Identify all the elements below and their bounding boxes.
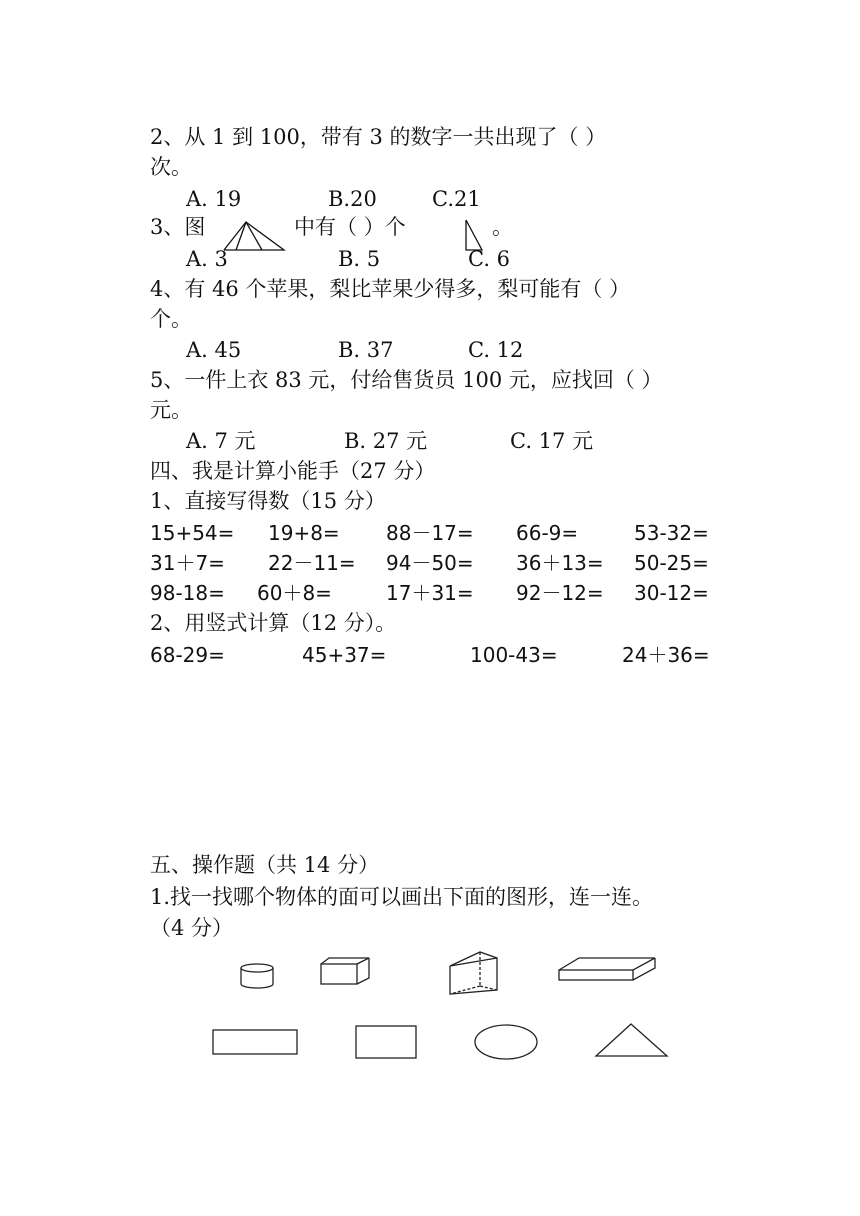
calc-r1-c2: 19+8= bbox=[268, 521, 340, 545]
shapes-figure bbox=[205, 948, 675, 1064]
calc-r3-c5: 30-12= bbox=[634, 581, 709, 605]
calc-r3-c4: 92－12= bbox=[516, 581, 604, 605]
flat-box-icon bbox=[559, 958, 655, 980]
section4-sub2: 2、用竖式计算（12 分）。 bbox=[150, 611, 397, 635]
calc-r2-c1: 31＋7= bbox=[150, 551, 225, 575]
q3-suffix: 。 bbox=[492, 215, 513, 239]
calc-r2-c2: 22－11= bbox=[268, 551, 356, 575]
section5-title: 五、操作题（共 14 分） bbox=[150, 853, 380, 877]
calc-r1-c4: 66-9= bbox=[516, 521, 579, 545]
q2-option-b: B.20 bbox=[328, 187, 377, 211]
calc-r1-c3: 88－17= bbox=[386, 521, 474, 545]
q5-line1: 5、一件上衣 83 元，付给售货员 100 元，应找回（ ） bbox=[150, 368, 663, 392]
q3-middle: 中有（ ）个 bbox=[294, 215, 406, 239]
q2-line2: 次。 bbox=[150, 155, 192, 179]
q3-option-c: C. 6 bbox=[468, 247, 511, 271]
q2-option-a: A. 19 bbox=[186, 187, 242, 211]
section5-q1-line1: 1.找一找哪个物体的面可以画出下面的图形，连一连。 bbox=[150, 885, 654, 909]
q4-line2: 个。 bbox=[150, 307, 192, 331]
q2-line1: 2、从 1 到 100，带有 3 的数字一共出现了（ ） bbox=[150, 125, 607, 149]
triangle-shape-icon bbox=[596, 1024, 667, 1056]
rectangle-shape-icon bbox=[213, 1030, 297, 1054]
triangle-figure-icon bbox=[222, 218, 286, 252]
q4-option-a: A. 45 bbox=[186, 338, 242, 362]
q5-line2: 元。 bbox=[150, 398, 192, 422]
calc-r3-c2: 60＋8= bbox=[257, 581, 332, 605]
triangular-prism-icon bbox=[450, 952, 497, 994]
cube-icon bbox=[321, 958, 369, 984]
vertical-calc-1: 68-29= bbox=[150, 643, 225, 667]
calc-r3-c3: 17＋31= bbox=[386, 581, 474, 605]
circle-shape-icon bbox=[475, 1025, 537, 1059]
q4-line1: 4、有 46 个苹果，梨比苹果少得多，梨可能有（ ） bbox=[150, 277, 631, 301]
calc-r3-c1: 98-18= bbox=[150, 581, 225, 605]
vertical-calc-4: 24＋36= bbox=[622, 643, 710, 667]
q2-option-c: C.21 bbox=[432, 187, 481, 211]
section5-q1-line2: （4 分） bbox=[150, 916, 234, 940]
vertical-calc-3: 100-43= bbox=[470, 643, 558, 667]
cylinder-icon bbox=[241, 964, 273, 988]
square-shape-icon bbox=[356, 1026, 416, 1058]
section4-title: 四、我是计算小能手（27 分） bbox=[150, 459, 436, 483]
calc-r2-c5: 50-25= bbox=[634, 551, 709, 575]
q4-option-c: C. 12 bbox=[468, 338, 524, 362]
q5-option-a: A. 7 元 bbox=[186, 429, 256, 453]
calc-r2-c3: 94－50= bbox=[386, 551, 474, 575]
calc-r1-c5: 53-32= bbox=[634, 521, 709, 545]
q5-option-b: B. 27 元 bbox=[344, 429, 428, 453]
q5-option-c: C. 17 元 bbox=[510, 429, 594, 453]
q3-option-a: A. 3 bbox=[186, 247, 228, 271]
calc-r1-c1: 15+54= bbox=[150, 521, 235, 545]
vertical-calc-2: 45+37= bbox=[302, 643, 387, 667]
q4-option-b: B. 37 bbox=[338, 338, 394, 362]
q3-prefix: 3、图 bbox=[150, 215, 206, 239]
q3-option-b: B. 5 bbox=[338, 247, 381, 271]
section4-sub1: 1、直接写得数（15 分） bbox=[150, 489, 386, 513]
calc-r2-c4: 36＋13= bbox=[516, 551, 604, 575]
